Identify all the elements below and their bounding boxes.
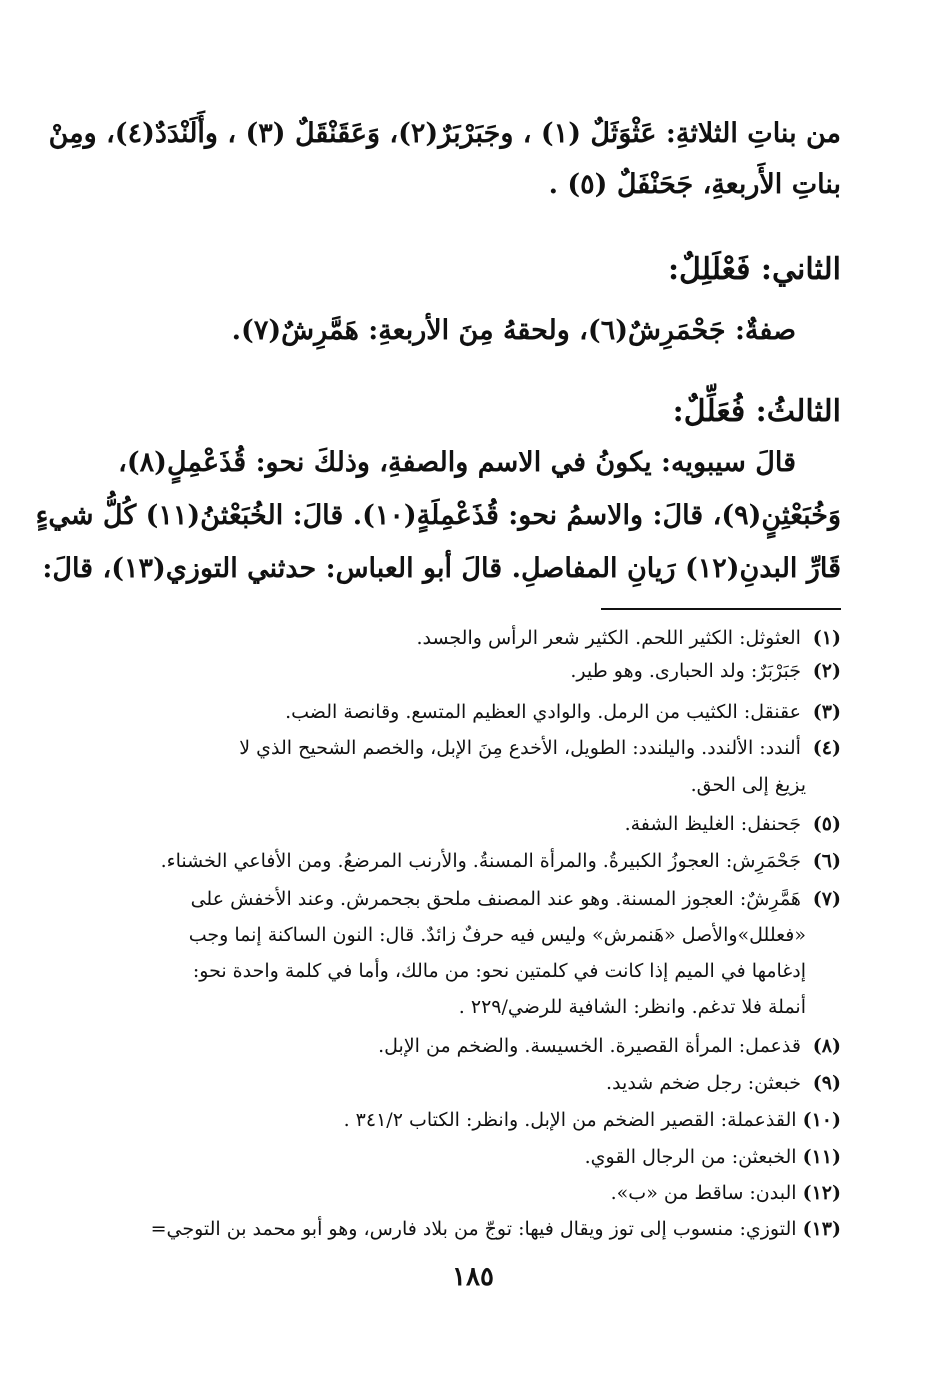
footnote — [105, 697, 841, 727]
page-number: ١٨٥ — [452, 1262, 494, 1292]
footnote-number: (١٣) — [802, 1218, 841, 1240]
footnote-number: (١) — [812, 627, 841, 649]
footnote-text: جَحْمَرِش: العجوزُ الكبيرةُ. والمرأة المسنةُ. والأرنب المرضعُ. ومن الأفاعي الخشناء. — [160, 850, 801, 872]
footnote — [105, 809, 841, 839]
section-heading-third: الثالثُ: فُعَلِّلٌ: — [672, 394, 841, 429]
footnote-text: إدغامها في الميم إذا كانت في كلمتين نحو: من مالك، وأما في كلمة واحدة نحو: — [192, 960, 806, 982]
footnote — [105, 1142, 841, 1172]
footnote — [105, 1105, 841, 1135]
footnote-number: (١٢) — [802, 1182, 841, 1204]
footnote-text: قذعمل: المرأة القصيرة. الخسيسة. والضخم من الإبل. — [378, 1035, 801, 1057]
paragraph-1-line-2: بناتِ الأَربعةِ، جَحَنْفَلٌ (٥) . — [548, 169, 841, 200]
footnote-text: القذعملة: القصير الضخم من الإبل. وانظر: الكتاب ٣٤١/٢ . — [343, 1109, 797, 1131]
footnote-continuation — [105, 956, 806, 986]
footnote — [105, 884, 841, 914]
footnote-text: هَمَّرِشٌ: العجوز المسنة. وهو عند المصنف ملحق بجحمرش. وعند الأخفش على — [190, 888, 801, 910]
footnote-text: جَبَرْبَرٌ: ولد الحبارى. وهو طير. — [570, 660, 801, 682]
footnote — [105, 1068, 841, 1098]
footnote-text: جَحنفل: الغليظ الشفة. — [624, 813, 801, 835]
footnote-text: «فعللل»والأصل «هَنمرش» وليس فيه حرفٌ زائدٌ. قال: النون الساكنة إنما وجب — [188, 924, 806, 946]
footnote — [105, 846, 841, 876]
footnote — [105, 656, 841, 686]
footnote-number: (٩) — [812, 1072, 841, 1094]
footnote-text: عقنقل: الكثيب من الرمل. والوادي العظيم المتسع. وقانصة الضب. — [285, 701, 801, 723]
footnote-number: (٦) — [812, 850, 841, 872]
paragraph-3-line-2: وَخُبَعْثِنٍ(٩)، قالَ: والاسمُ نحو: قُذَعْمِلَةٍ(١٠). قالَ: الخُبَعْثنُ(١١) كُلُّ شيءٍ — [35, 500, 841, 531]
footnote — [105, 1031, 841, 1061]
paragraph-2: صفةٌ: جَحْمَرِشٌ(٦)، ولحقهُ مِنَ الأربعةِ: هَمَّرِشٌ(٧). — [231, 315, 796, 346]
section-heading-second: الثاني: فَعْلَلِلٌ: — [667, 252, 841, 287]
paragraph-1-line-1: من بناتِ الثلاثةِ: عَثْوَثَلٌ (١) ، وجَبَرْبَرٌ(٢)، وَعَقَنْقَلٌ (٣) ، وأَلَنْدَدٌ(٤)، ومِنْ — [48, 118, 841, 149]
footnote-text: خبعثن: رجل ضخم شديد. — [606, 1072, 801, 1094]
footnote-number: (٨) — [812, 1035, 841, 1057]
footnote-number: (١٠) — [802, 1109, 841, 1131]
footnote — [105, 623, 841, 653]
footnote — [105, 1178, 841, 1208]
footnote-number: (٥) — [812, 813, 841, 835]
footnote-separator — [601, 608, 841, 610]
footnote — [105, 733, 841, 763]
paragraph-3-line-1: قالَ سيبويه: يكونُ في الاسم والصفةِ، وذلكَ نحو: قُذَعْمِلٍ(٨)، — [118, 447, 796, 478]
paragraph-3-line-3: قَارِّ البدنِ(١٢) رَيانِ المفاصلِ. قالَ أبو العباس: حدثني التوزي(١٣)، قالَ: — [42, 553, 841, 584]
footnote — [105, 1214, 841, 1244]
footnote-text: الخبعثن: من الرجال القوي. — [584, 1146, 797, 1168]
footnote-number: (٧) — [812, 888, 841, 910]
footnote-number: (٢) — [812, 660, 841, 682]
footnote-continuation — [105, 770, 806, 800]
footnote-text: يزيغ إلى الحق. — [690, 774, 806, 796]
footnote-text: ألندد: الألندد. واليلندد: الطويل، الأخدع مِنَ الإبل، والخصم الشحيح الذي لا — [239, 737, 801, 759]
footnote-number: (٣) — [812, 701, 841, 723]
footnote-continuation — [105, 920, 806, 950]
footnote-number: (١١) — [802, 1146, 841, 1168]
footnote-text: البدن: ساقط من «ب». — [610, 1182, 797, 1204]
footnote-text: التوزي: منسوب إلى توز ويقال فيها: توجّ من بلاد فارس، وهو أبو محمد بن التوجي= — [150, 1218, 797, 1240]
footnote-text: أنملة فلا تدغم. وانظر: الشافية للرضي/٢٢٩ . — [458, 996, 806, 1018]
footnote-number: (٤) — [812, 737, 841, 759]
footnote-continuation — [105, 992, 806, 1022]
footnote-text: العثوثل: الكثير اللحم. الكثير شعر الرأس والجسد. — [416, 627, 801, 649]
